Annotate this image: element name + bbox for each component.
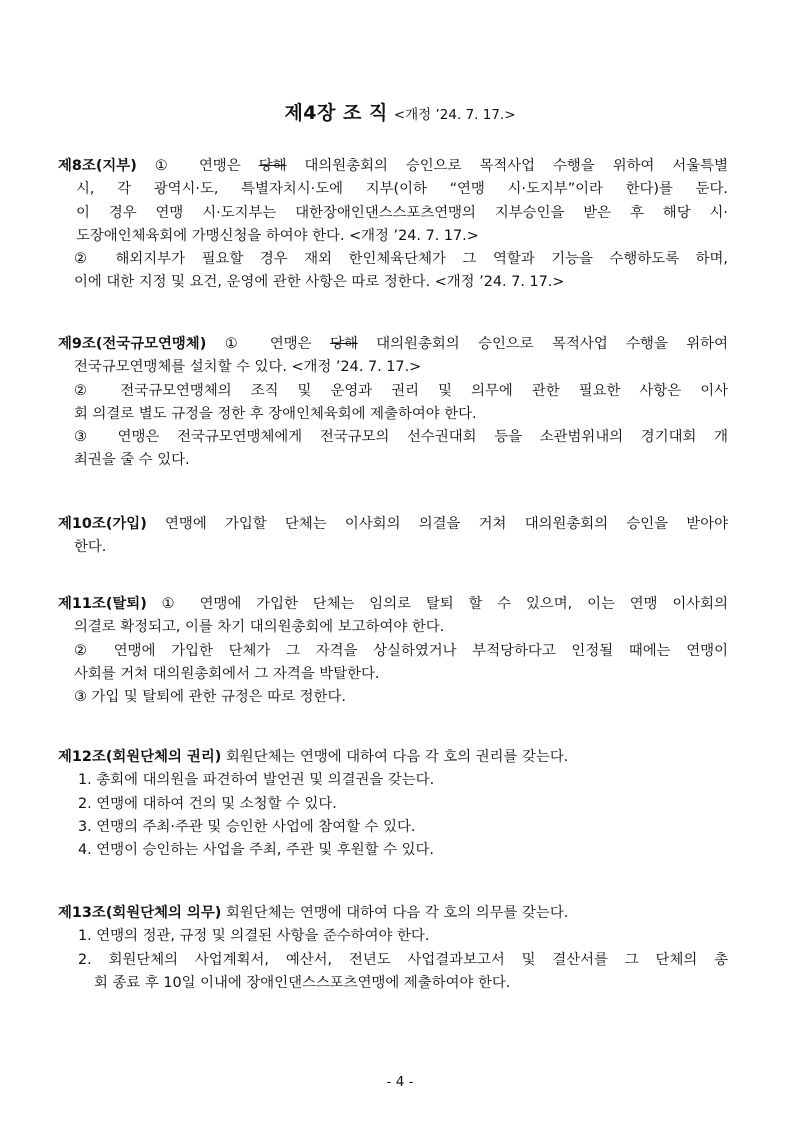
article-13-heading: 제13조(회원단체의 의무) <box>58 905 222 921</box>
article-12-item-2: 2. 연맹에 대하여 건의 및 소청할 수 있다. <box>78 795 337 812</box>
article-13 <box>58 902 728 995</box>
article-12-line-1: 제12조(회원단체의 권리) 회원단체는 연맹에 대하여 다음 각 호의 권리를 갖는다. <box>58 749 569 765</box>
chapter-title: 제4장 조 직 <box>284 102 388 124</box>
article-10 <box>58 513 728 560</box>
article-9-line-1: 제9조(전국규모연맹체) ① 연맹은 당해 대의원총회의 승인으로 목적사업 수행을 위하여 <box>58 336 728 352</box>
article-11-paragraph-3: ③ 가입 및 탈퇴에 관한 규정은 따로 정한다. <box>74 689 346 706</box>
struck-text: 당해 <box>258 158 287 174</box>
article-8-heading: 제8조(지부) <box>58 158 137 174</box>
article-12-item-4: 4. 연맹이 승인하는 사업을 주최, 주관 및 후원할 수 있다. <box>78 842 434 859</box>
article-10-heading: 제10조(가입) <box>58 516 147 532</box>
article-12-heading: 제12조(회원단체의 권리) <box>58 749 222 765</box>
article-11-heading: 제11조(탈퇴) <box>58 596 147 612</box>
article-8 <box>58 155 728 295</box>
article-8-line-4: 도장애인체육회에 가맹신청을 하여야 한다. <개정 ’24. 7. 17.> <box>76 227 479 244</box>
article-8-line-6: 이에 대한 지정 및 요건, 운영에 관한 사항은 따로 정한다. <개정 ’24. 7. 17.> <box>74 274 565 291</box>
article-13-item-2: 2. 회원단체의 사업계획서, 예산서, 전년도 사업결과보고서 및 결산서를 그 단체의 총 <box>78 951 728 968</box>
article-11-line-4: 사회를 거쳐 대의원총회에서 그 자격을 박탈한다. <box>74 665 380 682</box>
chapter-amendment-note: <개정 ’24. 7. 17.> <box>393 107 516 123</box>
article-8-paragraph-2: ② 해외지부가 필요할 경우 재외 한인체육단체가 그 역할과 기능을 수행하도록 하며, <box>74 251 728 268</box>
article-9-line-2: 전국규모연맹체를 설치할 수 있다. <개정 ’24. 7. 17.> <box>74 359 422 376</box>
article-8-line-3: 이 경우 연맹 시·도지부는 대한장애인댄스스포츠연맹의 지부승인을 받은 후 해당 시· <box>76 204 728 221</box>
article-9-paragraph-2: ② 전국규모연맹체의 조직 및 운영과 권리 및 의무에 관한 필요한 사항은 이사 <box>74 382 728 399</box>
article-12 <box>58 746 728 862</box>
article-9 <box>58 333 728 473</box>
article-9-line-6: 최권을 줄 수 있다. <box>74 452 190 469</box>
article-13-item-2-continued: 회 종료 후 10일 이내에 장애인댄스스포츠연맹에 제출하여야 한다. <box>94 974 511 991</box>
article-12-item-3: 3. 연맹의 주최·주관 및 승인한 사업에 참여할 수 있다. <box>78 818 416 835</box>
struck-text: 당해 <box>330 336 358 352</box>
article-8-line-1: 제8조(지부) ① 연맹은 당해 대의원총회의 승인으로 목적사업 수행을 위하여 서울특별 <box>58 158 728 174</box>
article-9-paragraph-3: ③ 연맹은 전국규모연맹체에게 전국규모의 선수권대회 등을 소관범위내의 경기대회 개 <box>74 429 728 446</box>
article-9-heading: 제9조(전국규모연맹체) <box>58 336 207 352</box>
article-8-line-2: 시, 각 광역시·도, 특별자치시·도에 지부(이하 “연맹 시·도지부”이라 한다)를 둔다. <box>76 181 728 198</box>
article-12-item-1: 1. 총회에 대의원을 파견하여 발언권 및 의결권을 갖는다. <box>78 772 435 789</box>
chapter-heading <box>0 98 800 125</box>
article-10-line-1: 제10조(가입) 연맹에 가입할 단체는 이사회의 의결을 거쳐 대의원총회의 승인을 받아야 <box>58 516 728 532</box>
article-10-line-2: 한다. <box>74 539 107 556</box>
article-9-line-4: 회 의결로 별도 규정을 정한 후 장애인체육회에 제출하여야 한다. <box>74 405 477 422</box>
article-13-line-1: 제13조(회원단체의 의무) 회원단체는 연맹에 대하여 다음 각 호의 의무를 갖는다. <box>58 905 569 921</box>
article-11-line-1: 제11조(탈퇴) ① 연맹에 가입한 단체는 임의로 탈퇴 할 수 있으며, 이는 연맹 이사회의 <box>58 596 728 612</box>
article-11-paragraph-2: ② 연맹에 가입한 단체가 그 자격을 상실하였거나 부적당하다고 인정될 때에는 연맹이 <box>74 642 728 659</box>
article-11-line-2: 의결로 확정되고, 이를 차기 대의원총회에 보고하여야 한다. <box>74 619 445 636</box>
article-11 <box>58 593 728 709</box>
page-number: - 4 - <box>386 1074 414 1090</box>
article-13-item-1: 1. 연맹의 정관, 규정 및 의결된 사항을 준수하여야 한다. <box>78 928 430 945</box>
